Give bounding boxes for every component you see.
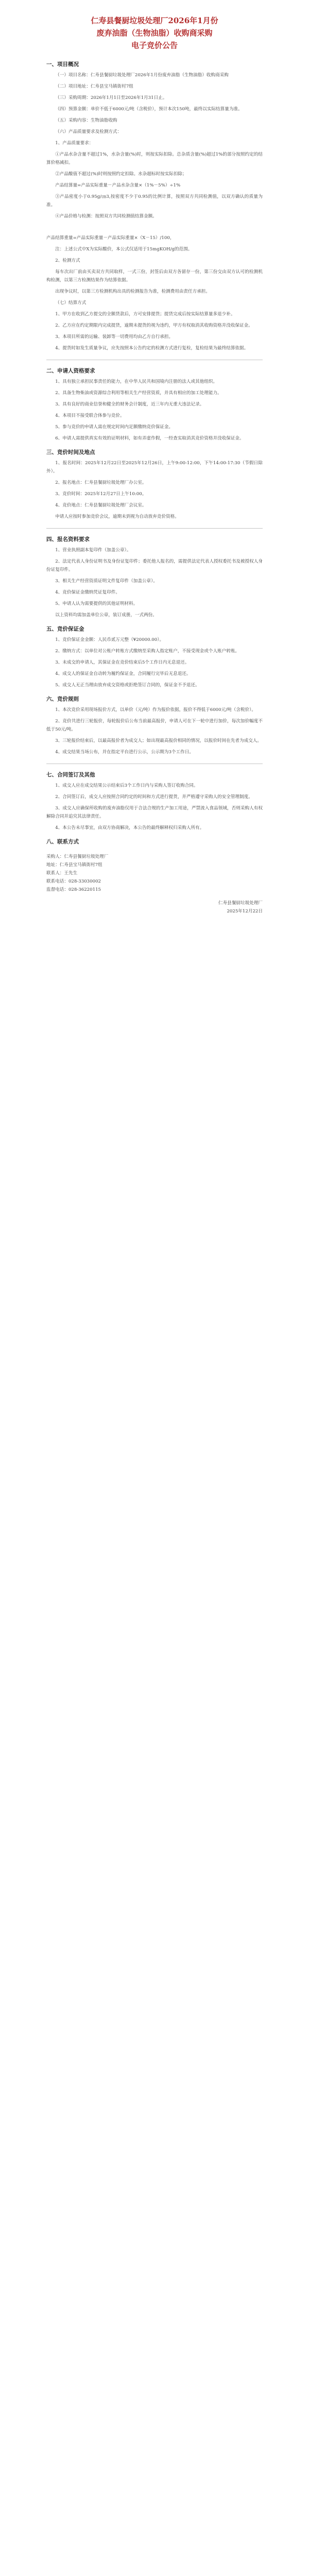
- deposit-item-1: 1、竞价保证金金额：人民币贰万元整（¥20000.00）。: [55, 637, 164, 642]
- rule-item-4: 4、成交结果当场公布，并在指定平台进行公示，公示期为3个工作日。: [55, 750, 194, 755]
- quality-requirement-2: ②产品酸值不超过(%)时则按照约定扣除。水杂超标时按实际扣除；: [55, 172, 187, 177]
- contact-block: [46, 853, 263, 894]
- deposit-item-3: 3、未成交的申请人，其保证金在竞价结束后5个工作日内无息退还。: [55, 660, 190, 665]
- settlement-title: （七）结算方式: [55, 300, 87, 306]
- signature-org: 仁寿县餐厨垃圾处理厂: [218, 901, 263, 906]
- settlement-item-2: 2、乙方应在约定期限内完成提货，逾期未提货的视为违约，甲方有权取消其收购资格并没收保证金。: [55, 323, 253, 328]
- test-method-1: 每车次出厂前由买卖双方共同取样，一式三份，封签后由双方各留存一份，第三份交由双方认可的检测机构检测，以第三方检测结果作为结算依据。: [46, 269, 263, 283]
- document-item-3: 3、相关生产经营资质证明文件复印件（加盖公章）。: [55, 579, 158, 584]
- divider: [46, 528, 263, 529]
- section-1-item-2: （二）项目地址：仁寿县宝马镇街村7组: [55, 84, 133, 89]
- qualification-item-5: 5、参与竞价的申请人需在规定时间内足额缴纳竞价保证金。: [55, 425, 174, 430]
- section-4-heading: 四、报名资料要求: [46, 536, 90, 543]
- document-item-2: 2、法定代表人身份证明书及身份证复印件；委托他人报名的，需提供法定代表人授权委托书及被授权人身份证复印件。: [46, 559, 263, 572]
- bidding-time: 3、竞价时间：2025年12月27日上午10:00。: [55, 492, 147, 497]
- contact-phone: 联系电话：028-33030002: [46, 879, 101, 884]
- qualification-item-6: 6、申请人需提供真实有效的证明材料，如有弄虚作假，一经查实取消其竞价资格并没收保证金。: [55, 436, 244, 441]
- contract-item-2: 2、合同签订后，成交人应按照合同约定的时间和方式进行提货，并严格遵守采购人的安全管理制度。: [55, 794, 253, 800]
- contact-address: 地址：仁寿县宝马镇街村7组: [46, 862, 102, 868]
- quality-requirement-3: ③产品密度小于0.95g/㎝3,按密度不少于0.95的比例计算，按照双方共同检测值，以双方确认的质量为准。: [46, 194, 263, 208]
- settlement-item-1: 1、甲方在收到乙方提交的全额货款后，方可安排提货；提货完成后按实际结算量多退少补。: [55, 312, 235, 317]
- contract-item-1: 1、成交人应在成交结果公示结束后3个工作日内与采购人签订收购合同。: [55, 783, 198, 788]
- signature-date: 2025年12月22日: [227, 909, 263, 914]
- rule-item-3: 3、三轮报价结束后，以最高报价者为成交人；如出现最高报价相同的情况，以报价时间在先者为成交人。: [55, 738, 262, 743]
- notice-title: [46, 15, 263, 50]
- section-1-item-5: （五）采购内容：生物油脂收购: [55, 118, 117, 123]
- document-note: 以上资料均需加盖单位公章，装订成册，一式两份。: [55, 613, 157, 618]
- section-1-item-1: （一）项目名称：仁寿县餐厨垃圾处理厂2026年1月份废弃油脂（生物油脂）收购商采购: [55, 73, 229, 78]
- qualification-item-4: 4、本项目不接受联合体参与竞价。: [55, 413, 125, 418]
- section-1-item-3: （三）采购周期：2026年1月1日至2026年1月31日止。: [55, 95, 167, 100]
- section-7-heading: 七、合同签订及其他: [46, 772, 95, 778]
- quality-requirement-title: 1、产品质量要求：: [55, 141, 94, 146]
- section-1-item-6: （六）产品质量要求及检测方式：: [55, 129, 122, 134]
- deposit-item-4: 4、成交人的保证金自动转为履约保证金，合同履行完毕后无息退还。: [55, 671, 191, 676]
- qualification-item-3: 3、具有良好的商业信誉和健全的财务会计制度，近三年内无重大违法记录。: [55, 402, 204, 407]
- bidding-place: 4、竞价地点：仁寿县餐厨垃圾处理厂会议室。: [55, 503, 147, 508]
- title-line-1: 仁寿县餐厨垃圾处理厂2026年1月份: [91, 16, 218, 25]
- document-item-5: 5、申请人认为需要提供的其他证明材料。: [55, 601, 138, 606]
- bidding-note: 申请人应按时参加竞价会议，逾期未到视为自动放弃竞价资格。: [55, 514, 179, 519]
- title-line-2: 废弃油脂（生物油脂）收购商采购: [96, 28, 213, 38]
- rule-item-2: 2、竞价共进行三轮报价，每轮报价后公布当前最高报价，申请人可在下一轮中进行加价，每次加价幅度不低于50元/吨。: [46, 719, 263, 732]
- section-6-heading: 六、竞价规则: [46, 696, 79, 702]
- document-item-1: 1、营业执照副本复印件（加盖公章）。: [55, 548, 131, 553]
- contact-buyer: 采购人：仁寿县餐厨垃圾处理厂: [46, 854, 109, 859]
- contract-item-3: 3、成交人应确保所收购的废弃油脂仅用于合法合规的生产加工用途，严禁流入食品领域，否则采购人有权解除合同并追究其法律责任。: [46, 806, 263, 819]
- document-item-4: 4、竞价保证金缴纳凭证复印件。: [55, 590, 120, 595]
- section-1-item-4: （四）预算金额：单价不低于6000元/吨（含税价），预计本次150吨，最终以实际结算量为准。: [55, 107, 243, 112]
- test-method-title: 2、检测方式: [55, 258, 80, 263]
- deposit-item-2: 2、缴纳方式：以单位对公账户转账方式缴纳至采购人指定账户，不接受现金或个人账户转账。: [55, 649, 240, 654]
- registration-place: 2、报名地点：仁寿县餐厨垃圾处理厂办公室。: [55, 480, 147, 485]
- deposit-item-5: 5、成交人无正当理由放弃成交资格或拒绝签订合同的，保证金不予退还。: [55, 683, 200, 688]
- quality-formula-1: 产品结算量=产品实际重量－产品水杂含量×（1%－5%）÷1%: [55, 183, 181, 188]
- section-3-heading: 三、竞价时间及地点: [46, 449, 95, 455]
- section-8-heading: 八、联系方式: [46, 839, 79, 845]
- settlement-item-3: 3、本项目所需的运输、装卸等一切费用均由乙方自行承担。: [55, 334, 174, 340]
- rule-item-1: 1、本次竞价采用现场报价方式，以单价（元/吨）作为报价依据，报价不得低于6000元/吨（含税价）。: [55, 707, 256, 713]
- title-line-3: 电子竞价公告: [131, 41, 178, 50]
- quality-formula-2: 产品结算重量=产品实际重量－产品实际重量×（X－15）/100，: [46, 235, 175, 241]
- signature-block: [46, 899, 263, 916]
- qualification-item-2: 2、具备生物柴油或资源综合利用等相关生产经营资质，并具有相应的加工处理能力。: [55, 391, 222, 396]
- contract-item-4: 4、本公告未尽事宜，由双方协商解决，本公告的最终解释权归采购人所有。: [55, 825, 204, 831]
- section-2-heading: 二、申请人资格要求: [46, 368, 95, 374]
- section-5-heading: 五、竞价保证金: [46, 626, 84, 632]
- quality-requirement-1: ①产品水杂含量不超过1%，水杂含量(%)时，则按实际扣除。总杂质含量(%)超过1%的部分按照约定的结算价格减扣。: [46, 152, 263, 165]
- quality-requirement-4: ④产品价格与检测：按照双方共同检测值结算金额。: [55, 214, 157, 219]
- contact-person: 联系人：王先生: [46, 871, 78, 876]
- settlement-item-4: 4、提货时如发生质量争议，应先按照本公告约定的检测方式进行复检，复检结果为最终结算依据。: [55, 346, 249, 351]
- qualification-item-1: 1、具有独立承担民事责任的能力，在中华人民共和国境内注册的法人或其他组织。: [55, 379, 218, 384]
- quality-formula-note: 注：上述公式中X为实际酸价，本公式仅适用于15mgKOH/g的范围。: [55, 247, 193, 252]
- test-method-2: 出现争议时，以第三方检测机构出具的检测报告为准，检测费用由责任方承担。: [55, 289, 210, 294]
- section-1-heading: 一、项目概况: [46, 61, 79, 67]
- supervision-phone: 监督电话：028-36220115: [46, 887, 101, 892]
- registration-time: 1、报名时间：2025年12月22日至2025年12月26日，上午9:00-12:00，下午14:00-17:30（节假日除外）。: [46, 461, 263, 474]
